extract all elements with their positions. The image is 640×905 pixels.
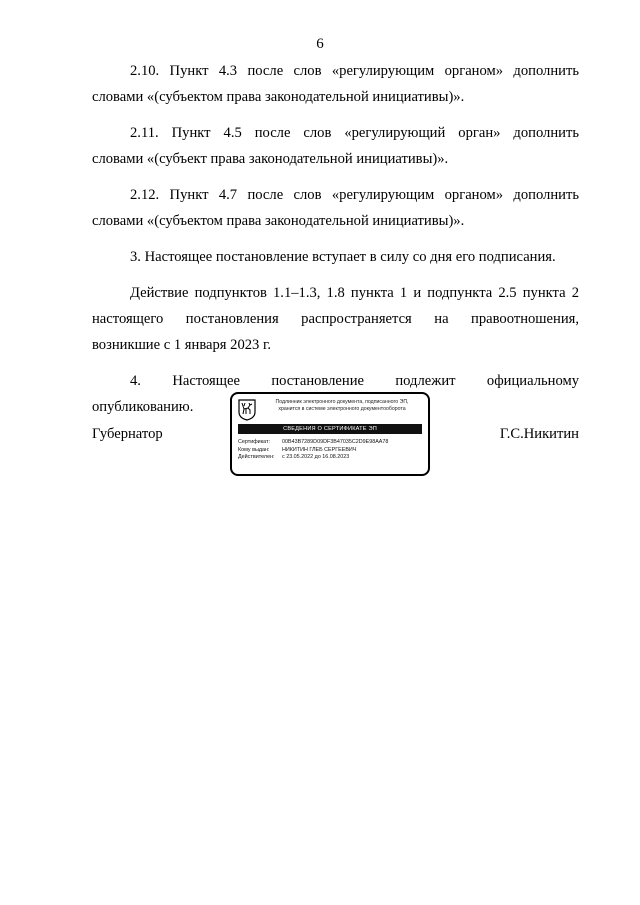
signature-block [92,392,579,482]
paragraph-line: 2.12. Пункт 4.7 после слов «регулирующим органом» дополнить [130,187,579,203]
signer-position: Губернатор [92,426,163,442]
paragraph-line: настоящего постановления распространяется на правоотношения, [92,311,579,327]
paragraph-line: словами «(субъектом права законодательной инициативы)». [92,89,465,105]
paragraph-line: словами «(субъект права законодательной инициативы)». [92,151,449,167]
certificate-owner-label: Кому выдан: [238,446,270,453]
certificate-validity-label: Действителен: [238,454,275,461]
stamp-notice [258,399,426,413]
stamp-notice-line: Подлинник электронного документа, подписанного ЭП, [275,399,409,405]
paragraph-3 [92,244,579,270]
e-signature-stamp [230,392,430,476]
paragraph-2-12 [92,182,579,234]
stamp-notice-line: хранится в системе электронного документооборота [278,406,406,412]
paragraph-line: словами «(субъектом права законодательной инициативы)». [92,213,465,229]
deer-emblem-icon [238,399,256,421]
certificate-owner-value: НИКИТИН ГЛЕБ СЕРГЕЕВИЧ [282,446,357,453]
page-number: 6 [316,36,324,52]
certificate-validity-value: с 23.05.2022 до 16.08.2023 [282,454,350,461]
signer-name: Г.С.Никитин [499,426,579,442]
paragraph-line: 2.11. Пункт 4.5 после слов «регулирующий орган» дополнить [130,125,579,141]
paragraph-line: 4. Настоящее постановление подлежит официальному [130,373,579,389]
certificate-serial [238,439,426,447]
paragraph-2-11 [92,120,579,172]
paragraph-line: 3. Настоящее постановление вступает в силу со дня его подписания. [130,249,556,265]
certificate-serial-value: 00B43B7289D09DF3B47035C2D9E98AA78 [282,439,389,445]
paragraph-line: возникшие с 1 января 2023 г. [92,337,271,353]
paragraph-line: опубликованию. [92,399,194,415]
paragraph-3-effect [92,280,579,358]
certificate-validity [238,454,426,462]
paragraph-line: Действие подпунктов 1.1–1.3, 1.8 пункта 1 и подпункта 2.5 пункта 2 [130,285,579,301]
paragraph-line: 2.10. Пункт 4.3 после слов «регулирующим органом» дополнить [130,63,579,79]
certificate-serial-label: Сертификат: [238,439,271,445]
stamp-header: СВЕДЕНИЯ О СЕРТИФИКАТЕ ЭП [238,424,422,434]
document-body [92,58,579,430]
paragraph-2-10 [92,58,579,110]
certificate-details [238,439,426,462]
